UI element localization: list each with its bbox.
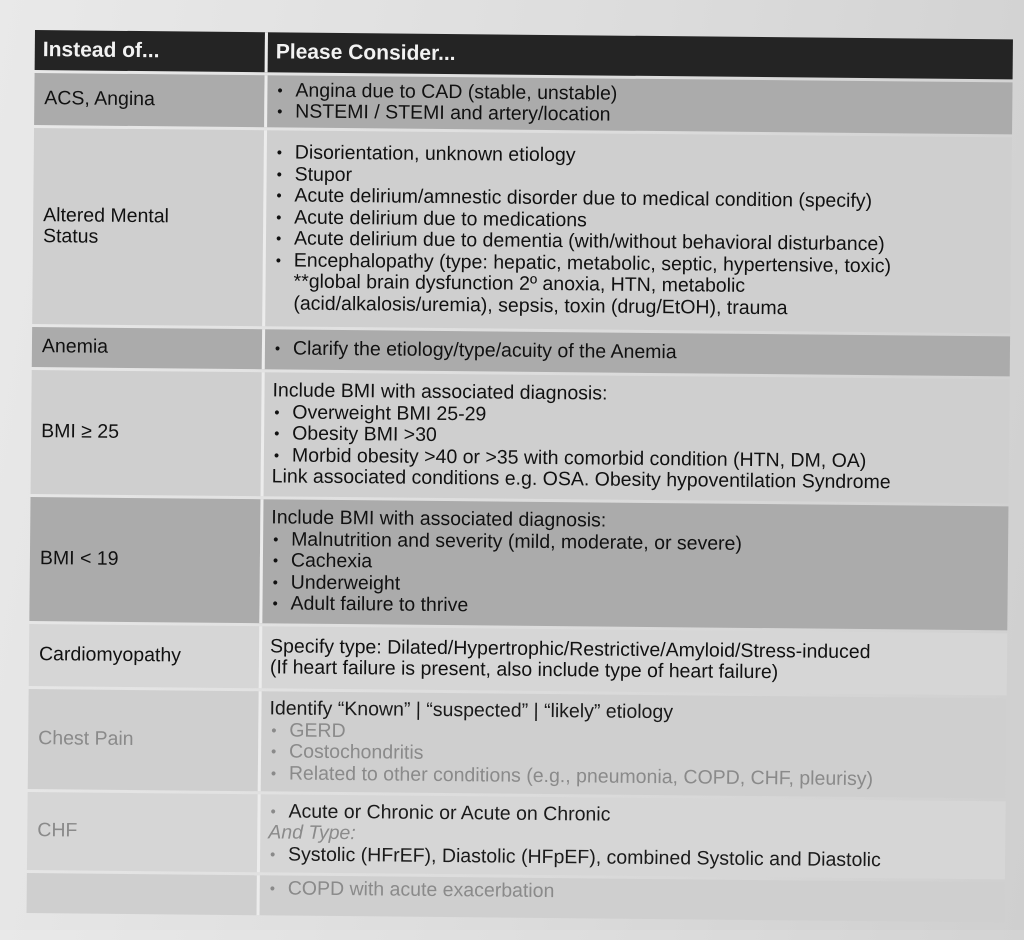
recommendation-cell xyxy=(259,499,1008,630)
condition-cell: BMI ≥ 25 xyxy=(31,370,262,496)
header-please-consider: Please Consider... xyxy=(265,32,1013,79)
condition-cell xyxy=(32,128,264,326)
and-type-label: And Type: xyxy=(268,821,356,845)
bullet-list xyxy=(268,878,997,906)
table-row-altered-mental-status xyxy=(32,128,1012,333)
list-item: • Stupor xyxy=(275,164,1004,192)
table-header-row xyxy=(35,30,1013,79)
list-item: • Clarify the etiology/type/acuity of the Anemia xyxy=(273,339,1002,367)
table-row-cardiomyopathy xyxy=(29,624,1008,695)
condition-cell xyxy=(27,873,257,915)
condition-cell: Anemia xyxy=(32,327,262,369)
table-row-copd xyxy=(27,873,1005,922)
text-line: (If heart failure is present, also include type of heart failure) xyxy=(269,656,779,684)
condition-cell: ACS, Angina xyxy=(34,73,264,127)
condition-cell: Cardiomyopathy xyxy=(29,624,260,688)
intro-line: Identify “Known” | “suspected” | “likely” etiology xyxy=(269,697,674,724)
note-line: (acid/alkalosis/uremia), sepsis, toxin (drug/EtOH), trauma xyxy=(293,292,788,319)
list-item: • Malnutrition and severity (mild, moderate, or severe) xyxy=(271,529,1000,557)
intro-line: Include BMI with associated diagnosis: xyxy=(272,379,608,405)
list-item: • Acute delirium/amnestic disorder due to medical condition (specify) xyxy=(274,185,1003,213)
recommendation-cell xyxy=(257,875,1005,922)
recommendation-cell xyxy=(258,691,1007,798)
list-item-text: Systolic (HFrEF), Diastolic (HFpEF), combined Systolic and Diastolic xyxy=(287,843,881,871)
bullet-list xyxy=(270,529,1000,622)
recommendation-cell xyxy=(259,626,1008,695)
list-item: • COPD with acute exacerbation xyxy=(268,878,997,906)
recommendation-cell xyxy=(257,794,1006,879)
list-item: • Related to other conditions (e.g., pneumonia, COPD, CHF, pleurisy) xyxy=(269,763,998,791)
list-item: • Cachexia xyxy=(271,551,1000,579)
list-item: • Costochondritis xyxy=(269,741,998,769)
recommendation-cell xyxy=(264,75,1012,134)
list-item: • Angina due to CAD (stable, unstable) xyxy=(275,80,1004,108)
list-item: • Adult failure to thrive xyxy=(270,594,999,622)
note-line: **global brain dysfunction 2º anoxia, HTN, metabolic xyxy=(293,270,746,297)
condition-line: Status xyxy=(42,225,99,248)
bullet-list xyxy=(273,339,1002,367)
recommendation-cell xyxy=(262,130,1012,333)
intro-line: Include BMI with associated diagnosis: xyxy=(271,506,607,532)
text-line: Specify type: Dilated/Hypertrophic/Restrictive/Amyloid/Stress-induced xyxy=(269,634,871,663)
list-item: • Obesity BMI >30 xyxy=(272,424,1001,452)
table-row-acs-angina xyxy=(34,73,1012,134)
condition-line: Altered Mental xyxy=(43,203,170,227)
table-row-chf xyxy=(27,792,1006,879)
recommendation-cell xyxy=(262,329,1010,376)
table-row-chest-pain xyxy=(28,689,1007,798)
documentation-guide-table xyxy=(26,27,1012,925)
table-row-anemia xyxy=(32,327,1010,376)
header-instead-of: Instead of... xyxy=(35,30,265,72)
bullet-list xyxy=(275,80,1004,130)
list-item: • Acute delirium due to dementia (with/without behavioral disturbance) xyxy=(274,228,1003,256)
table-row-bmi-over-25 xyxy=(31,370,1010,503)
list-item-text: Acute or Chronic or Acute on Chronic xyxy=(288,800,611,826)
condition-cell: BMI < 19 xyxy=(29,497,260,623)
list-item: • Overweight BMI 25-29 xyxy=(272,402,1001,430)
list-item: • NSTEMI / STEMI and artery/location xyxy=(275,101,1004,129)
condition-cell: Chest Pain xyxy=(28,689,259,791)
list-item: • Encephalopathy (type: hepatic, metabolic, septic, hypertensive, toxic) xyxy=(274,250,1003,278)
outro-line: Link associated conditions e.g. OSA. Obesity hypoventilation Syndrome xyxy=(271,465,891,494)
condition-cell: CHF xyxy=(27,792,258,872)
list-item: • Underweight xyxy=(271,572,1000,600)
bullet-list xyxy=(269,720,999,791)
bullet-list xyxy=(274,142,1004,278)
list-item: • GERD xyxy=(269,720,998,748)
recommendation-cell xyxy=(261,372,1010,503)
list-item: • Morbid obesity >40 or >35 with comorbid condition (HTN, DM, OA) xyxy=(272,445,1001,473)
list-item: • Disorientation, unknown etiology xyxy=(275,142,1004,170)
list-item: • Acute delirium due to medications xyxy=(274,207,1003,235)
bullet-list xyxy=(272,402,1002,473)
table-row-bmi-under-19 xyxy=(29,497,1008,630)
